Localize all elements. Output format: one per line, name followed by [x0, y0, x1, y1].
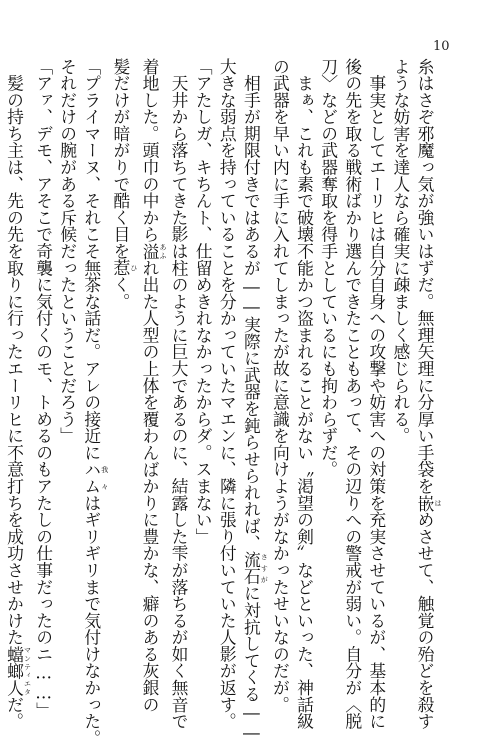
ruby-annotation: 惹 ひ [110, 259, 138, 277]
text-line: の武器を早い内に手に入れてしまったが故に意識を向けようがなかったせいなのだが。 [270, 58, 291, 713]
text-line: 「アァ、デモ、アそこで奇襲に気付くのモ、トめるのもアたしの仕事だったのニ……」 [33, 58, 54, 720]
text-line: それだけの腕がある斥候だったということだろう」 [57, 58, 78, 445]
text-line: 相手が期限付きではあるが――実際に武器を鈍らせられれば、流石 さすがに対抗してくる―― [241, 58, 269, 743]
text-line: まぁ、これも素で破壊不能かつ盗まれることがない〝渇望の剣〟などといった、神話級 [294, 58, 315, 730]
ruby-annotation: ハム 我々 [81, 460, 109, 495]
ruby-annotation: 嵌 は [415, 494, 442, 512]
ruby-annotation: 蟷螂人 マンティエタ [4, 645, 32, 697]
text-line: 髪だけが暗がりで酷く目を惹 ひく。 [110, 58, 138, 310]
text-line: 後の先を取る戦術ばかり選んできたこともあって、その辺りへの警戒が弱い。自分が〈脱 [342, 58, 363, 730]
ruby-annotation: 溢 あふ [139, 242, 167, 260]
text-line: 大きな弱点を持っていることを分かっていたマエンに、隣に張り付いていた人影が返す。 [217, 58, 238, 730]
text-line: 「プライマーヌ、それこそ無茶な話だ。アレの接近にハム 我々はギリギリまで気付けなかった。 [81, 58, 109, 746]
ruby-annotation: 流石 さすが [241, 551, 269, 585]
text-line: 着地した。頭巾の中から溢 あふれ出た人型の上体を覆わんばかりに豊かな、癖のある灰銀の [139, 58, 167, 713]
body-text [4, 58, 442, 746]
page-number: 10 [433, 39, 450, 54]
text-line: 「アたしガ、キちんト、仕留めきれなかったからダ。スまない」 [193, 58, 214, 545]
text-line: 天井から落ちてきた影は柱のように巨大であるのに、結露した雫が落ちるが如く無音で [169, 58, 190, 730]
text-line: 事実としてエーリヒは自分自身への攻撃や妨害への対策を充実させているが、基本的に [366, 58, 387, 730]
text-line: 刀〉などの武器奪取を得手としているにも拘わらずだ。 [318, 58, 339, 478]
text-line: 髪の持ち主は、先の先を取りに行ったエーリヒに不意打ちを成功させかけた蟷螂人 マンティエタだ。 [4, 58, 32, 730]
text-line: ような妨害を達人なら確実に疎ましく感じられる。 [390, 58, 411, 445]
text-line: 糸はさぞ邪魔っ気が強いはずだ。無理矢理に分厚い手袋を嵌 はめさせて、触覚の殆どを殺す [415, 58, 442, 730]
